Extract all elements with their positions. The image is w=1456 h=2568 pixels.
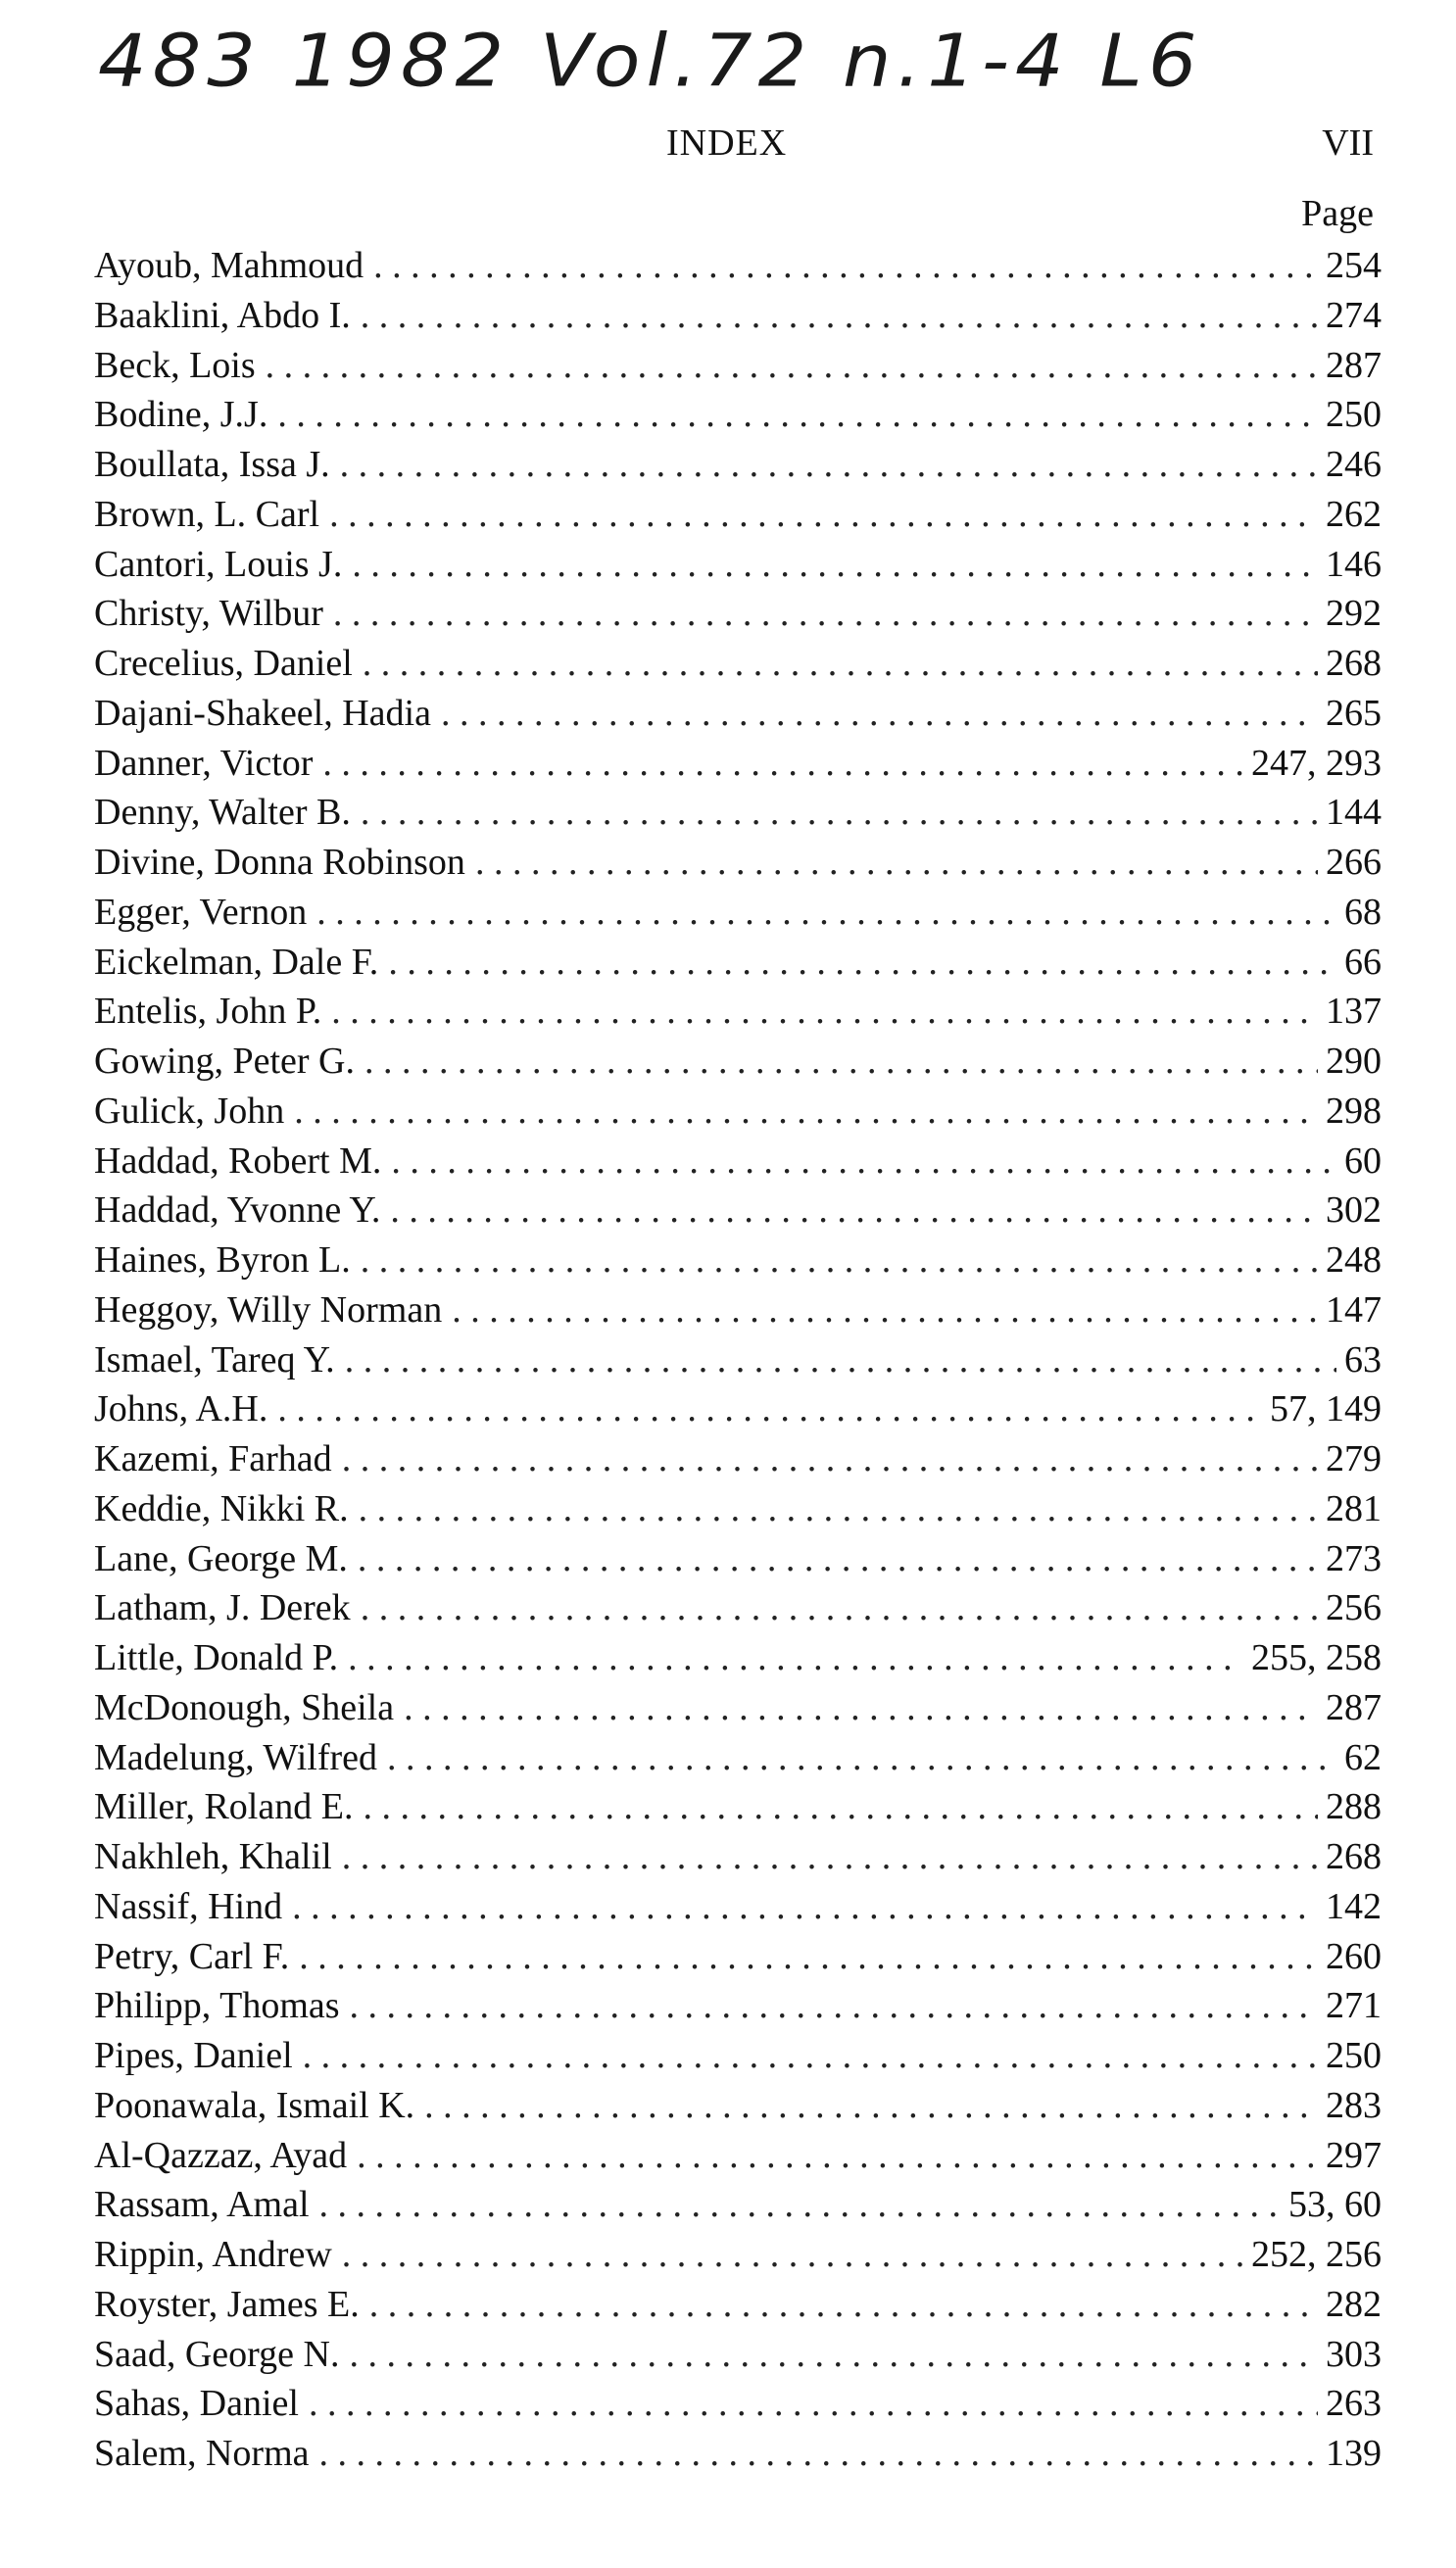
entry-page-numbers: 147: [1326, 1288, 1382, 1331]
entry-page-numbers: 287: [1326, 1686, 1382, 1728]
entry-author-name: Haddad, Robert M.: [94, 1139, 382, 1182]
entry-page-numbers: 248: [1326, 1239, 1382, 1281]
entry-page-numbers: 302: [1326, 1189, 1382, 1232]
entry-author-name: Salem, Norma: [94, 2433, 310, 2474]
index-entry: [94, 2031, 1382, 2081]
entry-page-numbers: 283: [1326, 2084, 1382, 2126]
entry-author-name: Beck, Lois: [94, 344, 256, 386]
dot-leader: [350, 1981, 1318, 2030]
entry-author-name: Dajani-Shakeel, Hadia: [94, 692, 431, 734]
dot-leader: [424, 2081, 1318, 2130]
entry-page-numbers: 262: [1326, 493, 1382, 535]
entry-page-numbers: 246: [1326, 444, 1382, 485]
dot-leader: [319, 2429, 1318, 2478]
dot-leader: [388, 938, 1336, 987]
entry-author-name: Cantori, Louis J.: [94, 543, 343, 585]
entry-author-name: Ismael, Tareq Y.: [94, 1338, 335, 1381]
entry-author-name: Haines, Byron L.: [94, 1239, 351, 1281]
page-title: INDEX: [666, 122, 788, 164]
entry-author-name: Johns, A.H.: [94, 1388, 268, 1430]
index-entry: [94, 2180, 1382, 2230]
index-entry: [94, 1434, 1382, 1484]
entry-page-numbers: 255, 258: [1251, 1637, 1382, 1678]
entry-author-name: Crecelius, Daniel: [94, 643, 353, 684]
index-entry: [94, 589, 1382, 639]
entry-author-name: Miller, Roland E.: [94, 1786, 354, 1828]
index-entry: [94, 1633, 1382, 1683]
dot-leader: [342, 1832, 1318, 1881]
dot-leader: [364, 1037, 1318, 1086]
entry-author-name: Gowing, Peter G.: [94, 1041, 355, 1082]
index-entry: [94, 689, 1382, 739]
dot-leader: [277, 390, 1318, 439]
dot-leader: [292, 1882, 1318, 1931]
entry-page-numbers: 273: [1326, 1537, 1382, 1579]
dot-leader: [316, 888, 1336, 937]
entry-author-name: Poonawala, Ismail K.: [94, 2084, 415, 2126]
dot-leader: [342, 2230, 1243, 2279]
index-entry: [94, 2230, 1382, 2280]
entry-author-name: Madelung, Wilfred: [94, 1736, 378, 1778]
entry-author-name: Haddad, Yvonne Y.: [94, 1189, 381, 1232]
entry-page-numbers: 287: [1326, 344, 1382, 386]
index-entry: [94, 1384, 1382, 1434]
page-column-label: Page: [1301, 193, 1374, 234]
dot-leader: [352, 540, 1318, 589]
dot-leader: [331, 987, 1318, 1036]
dot-leader: [294, 1087, 1318, 1136]
entry-author-name: Bodine, J.J.: [94, 394, 268, 436]
entry-page-numbers: 281: [1326, 1487, 1382, 1529]
entry-page-numbers: 279: [1326, 1438, 1382, 1479]
entry-author-name: Heggoy, Willy Norman: [94, 1288, 443, 1331]
index-entry: [94, 1733, 1382, 1783]
entry-page-numbers: 139: [1326, 2433, 1382, 2474]
index-entry: [94, 1285, 1382, 1335]
dot-leader: [369, 2280, 1318, 2329]
index-entry: [94, 1037, 1382, 1087]
dot-leader: [387, 1733, 1336, 1782]
entry-page-numbers: 263: [1326, 2383, 1382, 2425]
entry-page-numbers: 271: [1326, 1985, 1382, 2027]
index-entry: [94, 1782, 1382, 1832]
index-entry: [94, 1932, 1382, 1982]
entry-author-name: Sahas, Daniel: [94, 2383, 299, 2425]
entry-page-numbers: 254: [1326, 245, 1382, 286]
dot-leader: [357, 2131, 1318, 2180]
dot-leader: [299, 1932, 1318, 1981]
dot-leader: [404, 1683, 1318, 1732]
entry-author-name: Christy, Wilbur: [94, 593, 323, 635]
entry-author-name: Baaklini, Abdo I.: [94, 294, 351, 336]
entry-author-name: McDonough, Sheila: [94, 1686, 395, 1728]
dot-leader: [475, 838, 1318, 887]
entry-page-numbers: 260: [1326, 1935, 1382, 1977]
index-entry: [94, 938, 1382, 988]
index-entry: [94, 2379, 1382, 2429]
dot-leader: [309, 2379, 1318, 2428]
index-entry: [94, 241, 1382, 291]
index-entry: [94, 1832, 1382, 1882]
entry-author-name: Egger, Vernon: [94, 891, 308, 933]
entry-page-numbers: 282: [1326, 2283, 1382, 2325]
entry-author-name: Denny, Walter B.: [94, 792, 351, 834]
entry-page-numbers: 68: [1344, 891, 1382, 933]
entry-page-numbers: 256: [1326, 1587, 1382, 1629]
entry-page-numbers: 252, 256: [1251, 2234, 1382, 2275]
entry-page-numbers: 62: [1344, 1736, 1382, 1778]
entry-page-numbers: 53, 60: [1288, 2184, 1382, 2226]
entry-author-name: Entelis, John P.: [94, 991, 322, 1033]
entry-page-numbers: 146: [1326, 543, 1382, 585]
entry-page-numbers: 274: [1326, 294, 1382, 336]
dot-leader: [277, 1384, 1262, 1433]
dot-leader: [363, 1782, 1318, 1831]
entry-page-numbers: 297: [1326, 2134, 1382, 2176]
index-entry: [94, 788, 1382, 838]
dot-leader: [452, 1285, 1318, 1334]
index-entry: [94, 639, 1382, 689]
entry-page-numbers: 250: [1326, 394, 1382, 436]
entry-author-name: Little, Donald P.: [94, 1637, 339, 1678]
entry-page-numbers: 292: [1326, 593, 1382, 635]
index-entry: [94, 838, 1382, 888]
index-entry: [94, 1882, 1382, 1932]
entry-author-name: Danner, Victor: [94, 742, 314, 784]
entry-author-name: Al-Qazzaz, Ayad: [94, 2134, 348, 2176]
dot-leader: [319, 2180, 1281, 2229]
entry-author-name: Keddie, Nikki R.: [94, 1487, 349, 1529]
index-entry: [94, 2429, 1382, 2479]
index-entry: [94, 291, 1382, 341]
entry-author-name: Nassif, Hind: [94, 1885, 283, 1927]
entry-page-numbers: 303: [1326, 2333, 1382, 2375]
index-entry: [94, 2280, 1382, 2330]
entry-author-name: Kazemi, Farhad: [94, 1438, 332, 1479]
dot-leader: [345, 1335, 1336, 1384]
index-entry: [94, 2131, 1382, 2181]
entry-author-name: Boullata, Issa J.: [94, 444, 330, 485]
entry-author-name: Rassam, Amal: [94, 2184, 310, 2226]
page-number: VII: [1322, 122, 1374, 164]
dot-leader: [361, 1236, 1318, 1284]
entry-author-name: Pipes, Daniel: [94, 2035, 293, 2076]
entry-author-name: Royster, James E.: [94, 2283, 360, 2325]
entry-page-numbers: 265: [1326, 692, 1382, 734]
dot-leader: [390, 1186, 1318, 1235]
index-entry: [94, 490, 1382, 540]
dot-leader: [441, 689, 1318, 738]
running-head: [0, 121, 1456, 170]
entry-page-numbers: 60: [1344, 1139, 1382, 1182]
entry-page-numbers: 288: [1326, 1786, 1382, 1828]
entry-page-numbers: 137: [1326, 991, 1382, 1033]
index-entry: [94, 1683, 1382, 1733]
dot-leader: [373, 241, 1318, 290]
index-entry: [94, 739, 1382, 789]
dot-leader: [349, 2330, 1318, 2379]
index-entry: [94, 1583, 1382, 1633]
dot-leader: [361, 1583, 1318, 1632]
index-entry: [94, 1335, 1382, 1385]
index-entry-list: [94, 241, 1382, 2479]
entry-page-numbers: 266: [1326, 842, 1382, 883]
entry-author-name: Brown, L. Carl: [94, 493, 320, 535]
index-entry: [94, 390, 1382, 440]
dot-leader: [361, 291, 1318, 340]
entry-page-numbers: 298: [1326, 1090, 1382, 1132]
index-entry: [94, 540, 1382, 590]
dot-leader: [342, 1434, 1318, 1483]
entry-author-name: Petry, Carl F.: [94, 1935, 290, 1977]
entry-author-name: Saad, George N.: [94, 2333, 340, 2375]
dot-leader: [340, 440, 1318, 489]
entry-page-numbers: 247, 293: [1251, 742, 1382, 784]
entry-page-numbers: 268: [1326, 643, 1382, 684]
entry-author-name: Divine, Donna Robinson: [94, 842, 465, 883]
dot-leader: [329, 490, 1318, 539]
index-entry: [94, 1236, 1382, 1285]
entry-author-name: Nakhleh, Khalil: [94, 1836, 332, 1877]
entry-page-numbers: 268: [1326, 1836, 1382, 1877]
index-entry: [94, 1981, 1382, 2031]
dot-leader: [348, 1633, 1243, 1682]
entry-author-name: Ayoub, Mahmoud: [94, 245, 364, 286]
index-entry: [94, 2081, 1382, 2131]
dot-leader: [391, 1137, 1336, 1186]
entry-page-numbers: 144: [1326, 792, 1382, 834]
dot-leader: [303, 2031, 1318, 2080]
index-entry: [94, 1484, 1382, 1534]
dot-leader: [363, 639, 1318, 688]
index-entry: [94, 1534, 1382, 1584]
entry-page-numbers: 142: [1326, 1885, 1382, 1927]
index-entry: [94, 987, 1382, 1037]
dot-leader: [322, 739, 1243, 788]
entry-page-numbers: 290: [1326, 1041, 1382, 1082]
index-entry: [94, 1137, 1382, 1187]
index-entry: [94, 341, 1382, 391]
handwritten-annotation: 483 1982 Vol.72 n.1-4 L6: [98, 20, 1203, 104]
dot-leader: [361, 788, 1318, 837]
entry-author-name: Philipp, Thomas: [94, 1985, 340, 2027]
entry-page-numbers: 250: [1326, 2035, 1382, 2076]
entry-page-numbers: 66: [1344, 941, 1382, 983]
entry-author-name: Eickelman, Dale F.: [94, 941, 379, 983]
index-entry: [94, 1087, 1382, 1137]
index-entry: [94, 1186, 1382, 1236]
entry-author-name: Latham, J. Derek: [94, 1587, 351, 1629]
dot-leader: [359, 1484, 1318, 1533]
index-entry: [94, 2330, 1382, 2380]
dot-leader: [266, 341, 1318, 390]
entry-page-numbers: 63: [1344, 1338, 1382, 1381]
entry-author-name: Lane, George M.: [94, 1537, 348, 1579]
entry-page-numbers: 57, 149: [1270, 1388, 1382, 1430]
index-entry: [94, 440, 1382, 490]
dot-leader: [333, 589, 1318, 638]
dot-leader: [358, 1534, 1318, 1583]
index-entry: [94, 888, 1382, 938]
entry-author-name: Rippin, Andrew: [94, 2234, 332, 2275]
entry-author-name: Gulick, John: [94, 1090, 285, 1132]
